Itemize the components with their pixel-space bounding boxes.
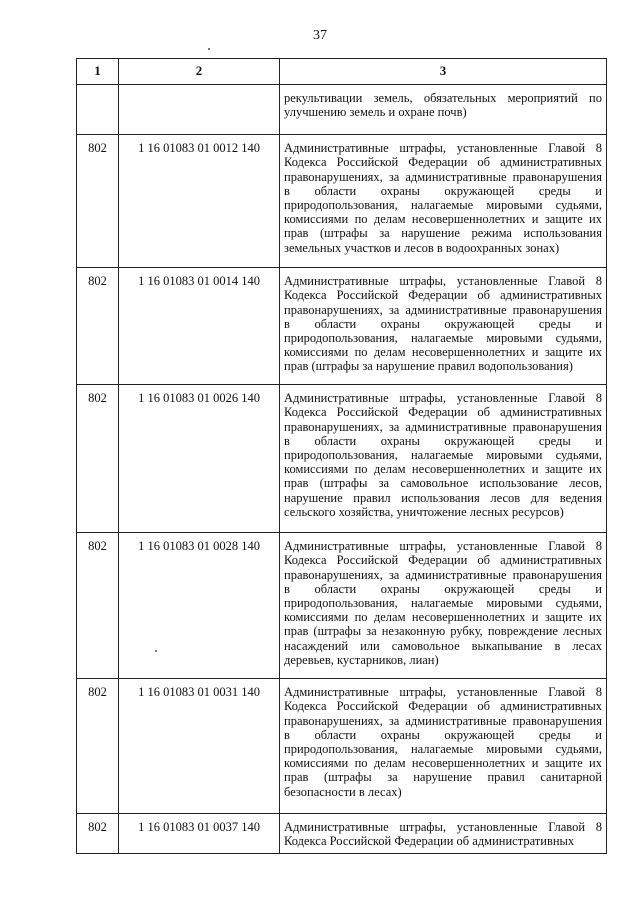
continuation-cell-2 bbox=[119, 85, 280, 135]
revenue-code: 1 16 01083 01 0031 140 bbox=[119, 679, 280, 814]
admin-code: 802 bbox=[77, 533, 119, 679]
admin-code: 802 bbox=[77, 679, 119, 814]
admin-code: 802 bbox=[77, 135, 119, 268]
continuation-cell-1 bbox=[77, 85, 119, 135]
admin-code: 802 bbox=[77, 268, 119, 385]
continuation-text: рекультивации земель, обязательных мероприятий по улучшению земель и охране почв) bbox=[280, 85, 607, 135]
revenue-description: Административные штрафы, установленные Главой 8 Кодекса Российской Федерации об административных правонарушениях, за административные правонарушения в области охраны окружающей среды и природопользования, налагаемые мировыми судьями, комиссиями по делам несовершеннолетних и защите их прав (штрафы за нарушение правил водопользования) bbox=[280, 268, 607, 385]
revenue-description: Административные штрафы, установленные Главой 8 Кодекса Российской Федерации об административных bbox=[280, 814, 607, 854]
admin-code: 802 bbox=[77, 385, 119, 533]
revenue-code: 1 16 01083 01 0014 140 bbox=[119, 268, 280, 385]
admin-code: 802 bbox=[77, 814, 119, 854]
revenue-description: Административные штрафы, установленные Главой 8 Кодекса Российской Федерации об административных правонарушениях, за административные правонарушения в области охраны окружающей среды и природопользования, налагаемые мировыми судьями, комиссиями по делам несовершеннолетних и защите их прав (штрафы за нарушение режима использования земельных участков и лесов в водоохранных зонах) bbox=[280, 135, 607, 268]
scan-speck bbox=[155, 650, 157, 652]
table-row-continuation bbox=[77, 85, 607, 135]
revenue-code: 1 16 01083 01 0028 140 bbox=[119, 533, 280, 679]
table-row bbox=[77, 814, 607, 854]
scan-speck bbox=[208, 48, 210, 50]
table-header-row bbox=[77, 59, 607, 85]
page-number: 37 bbox=[313, 28, 327, 43]
table-row bbox=[77, 533, 607, 679]
table-row bbox=[77, 385, 607, 533]
header-col-1: 1 bbox=[77, 59, 119, 85]
header-col-3: 3 bbox=[280, 59, 607, 85]
table-row bbox=[77, 135, 607, 268]
revenue-code: 1 16 01083 01 0037 140 bbox=[119, 814, 280, 854]
revenue-code: 1 16 01083 01 0012 140 bbox=[119, 135, 280, 268]
revenue-code: 1 16 01083 01 0026 140 bbox=[119, 385, 280, 533]
revenue-description: Административные штрафы, установленные Главой 8 Кодекса Российской Федерации об административных правонарушениях, за административные правонарушения в области охраны окружающей среды и природопользования, налагаемые мировыми судьями, комиссиями по делам несовершеннолетних и защите их прав (штрафы за нарушение правил санитарной безопасности в лесах) bbox=[280, 679, 607, 814]
table-row bbox=[77, 679, 607, 814]
revenue-description: Административные штрафы, установленные Главой 8 Кодекса Российской Федерации об административных правонарушениях, за административные правонарушения в области охраны окружающей среды и природопользования, налагаемые мировыми судьями, комиссиями по делам несовершеннолетних и защите их прав (штрафы за незаконную рубку, повреждение лесных насаждений или самовольное выкапывание в лесах деревьев, кустарников, лиан) bbox=[280, 533, 607, 679]
header-col-2: 2 bbox=[119, 59, 280, 85]
table-row bbox=[77, 268, 607, 385]
revenue-codes-table bbox=[76, 58, 607, 854]
revenue-description: Административные штрафы, установленные Главой 8 Кодекса Российской Федерации об административных правонарушениях, за административные правонарушения в области охраны окружающей среды и природопользования, налагаемые мировыми судьями, комиссиями по делам несовершеннолетних и защите их прав (штрафы за самовольное использование лесов, нарушение правил использования лесов для ведения сельского хозяйства, уничтожение лесных ресурсов) bbox=[280, 385, 607, 533]
